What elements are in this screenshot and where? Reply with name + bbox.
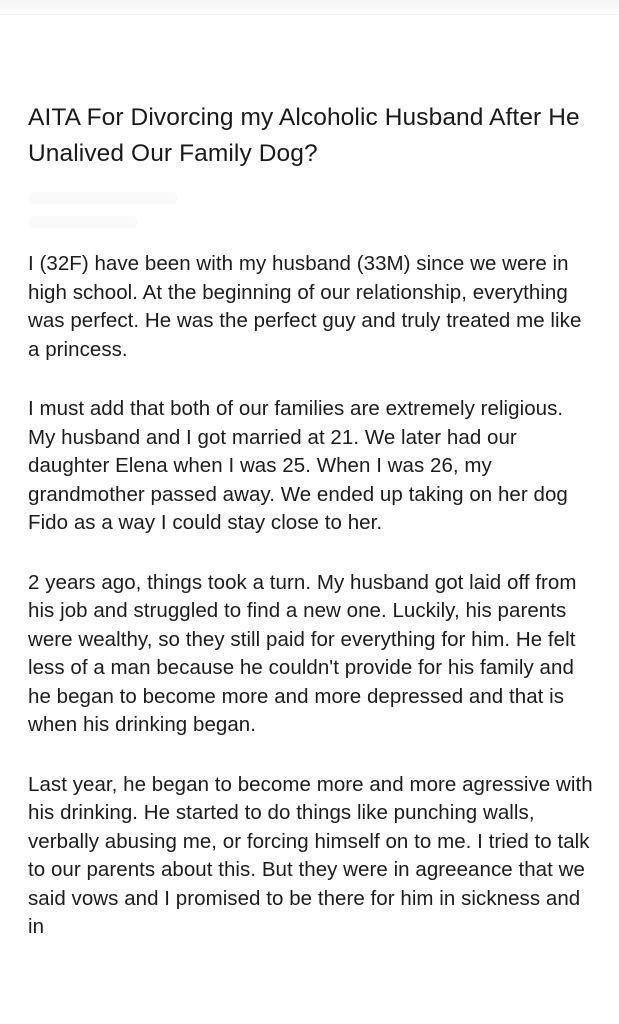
post-paragraph: I (32F) have been with my husband (33M) since we were in high school. At the beginning of our relationship, everything was perfect. He was the perfect guy and truly treated me like a princess. <box>28 252 582 361</box>
post-paragraph: Last year, he began to become more and more agressive with his drinking. He started to do things like punching walls, verbally abusing me, or forcing himself on to me. I tried to talk to our parents about this. But they were in agreeance that we said vows and I promised to be there for him in sickness and in <box>28 772 593 938</box>
post <box>28 100 593 973</box>
post-meta <box>28 172 593 244</box>
post-paragraph: I must add that both of our families are extremely religious. My husband and I got married at 21. We later had our daughter Elena when I was 25. When I was 26, my grandmother passed away. We ended up taking on her dog Fido as a way I could stay close to her. <box>28 397 568 534</box>
post-title: AITA For Divorcing my Alcoholic Husband After He Unalived Our Family Dog? <box>28 104 580 167</box>
post-body <box>28 250 593 942</box>
post-paragraph: 2 years ago, things took a turn. My husband got laid off from his job and struggled to find a new one. Luckily, his parents were wealthy, so they still paid for everything for him. He felt less of a man because he couldn't provide for his family and he began to become more and more depressed and that is when his drinking began. <box>28 570 577 736</box>
top-bar <box>0 0 619 15</box>
